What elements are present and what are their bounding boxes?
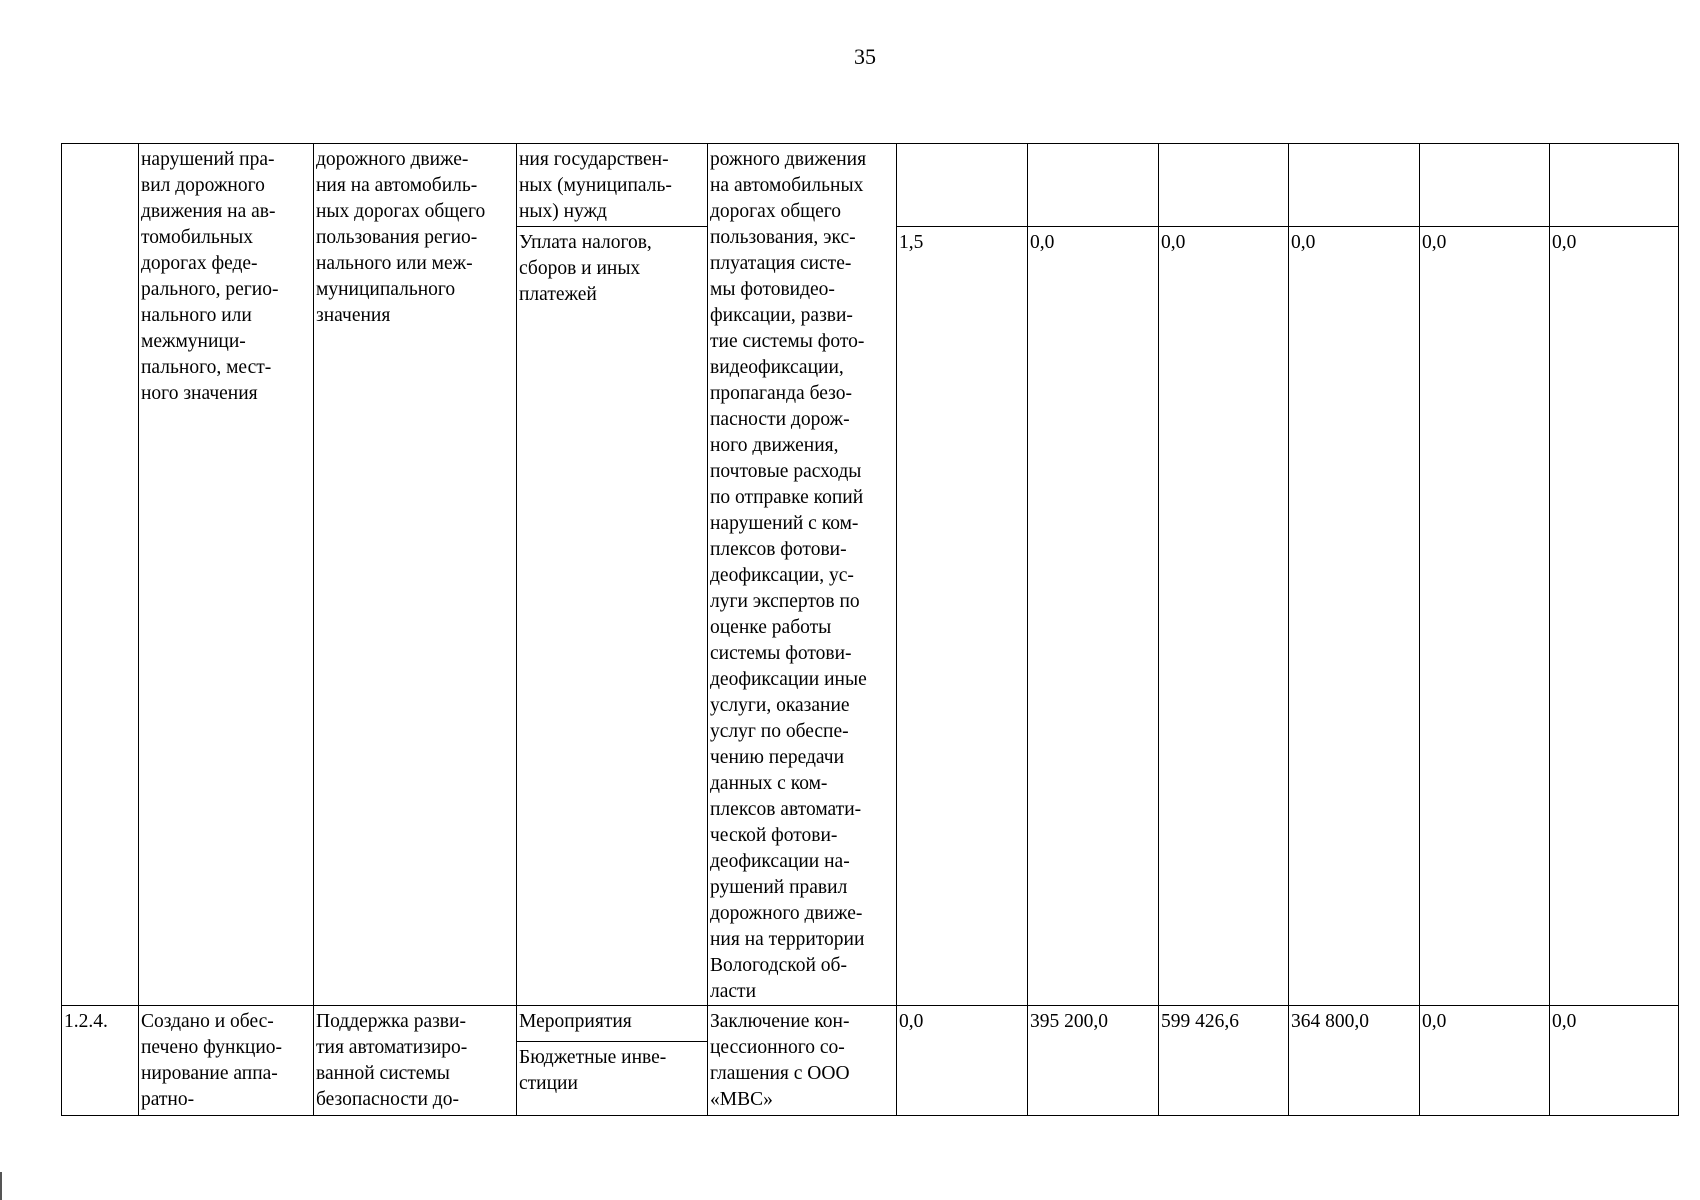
row2-value-cell: 0,0 [1420,1006,1550,1116]
row2-description-cell: Заключение кон- цессионного со- глашения с ООО «МВС» [708,1006,897,1116]
budget-table [61,143,1679,1116]
row1-value-cell: 0,0 [1028,227,1159,1006]
table-row [62,1006,1679,1042]
row2-value-cell: 364 800,0 [1289,1006,1420,1116]
scan-edge-mark [0,1172,2,1200]
table-row [62,144,1679,227]
row1-index-cell [62,144,139,1006]
row1-type-a-cell: ния государствен- ных (муниципаль- ных) нужд [517,144,708,227]
row2-value-cell: 599 426,6 [1159,1006,1289,1116]
row2-result-cell: Создано и обес- печено функцио- нирование аппа- ратно- [139,1006,314,1116]
row1-value-cell: 0,0 [1159,227,1289,1006]
row1-blank-cell [897,144,1028,227]
row2-value-cell: 395 200,0 [1028,1006,1159,1116]
row2-measure-cell: Поддержка разви- тия автоматизиро- ванной системы безопасности до- [314,1006,517,1116]
row1-blank-cell [1159,144,1289,227]
row1-blank-cell [1289,144,1420,227]
row1-blank-cell [1420,144,1550,227]
row2-type-b-cell: Бюджетные инве- стиции [517,1042,708,1116]
row1-description-cell: рожного движения на автомобильных дорогах общего пользования, экс- плуатация систе- мы фотовидео- фиксации, разви- тие системы фото- видеофиксации, пропаганда безо- пасности дорож- ного движения, почтовые расходы по отправке копий нарушений с ком- плексов фотови- деофиксации, ус- луги экспертов по оценке работы системы фотови- деофиксации иные услуги, оказание услуг по обеспе- чению передачи данных с ком- плексов автомати- ческой фотови- деофиксации на- рушений правил дорожного движе- ния на территории Вологодской об- ласти [708,144,897,1006]
row2-index-cell: 1.2.4. [62,1006,139,1116]
row1-type-b-cell: Уплата налогов, сборов и иных платежей [517,227,708,1006]
row1-value-cell: 1,5 [897,227,1028,1006]
page-number: 35 [854,44,876,69]
row2-value-cell: 0,0 [1550,1006,1679,1116]
row1-blank-cell [1550,144,1679,227]
row2-value-cell: 0,0 [897,1006,1028,1116]
row2-type-a-cell: Мероприятия [517,1006,708,1042]
row1-measure-cell: дорожного движе- ния на автомобиль- ных дорогах общего пользования регио- нального или меж- муниципального значения [314,144,517,1006]
row1-value-cell: 0,0 [1289,227,1420,1006]
row1-value-cell: 0,0 [1550,227,1679,1006]
row1-blank-cell [1028,144,1159,227]
row1-result-cell: нарушений пра- вил дорожного движения на ав- томобильных дорогах феде- рального, регио- нального или межмуници- пального, мест- ного значения [139,144,314,1006]
row1-value-cell: 0,0 [1420,227,1550,1006]
